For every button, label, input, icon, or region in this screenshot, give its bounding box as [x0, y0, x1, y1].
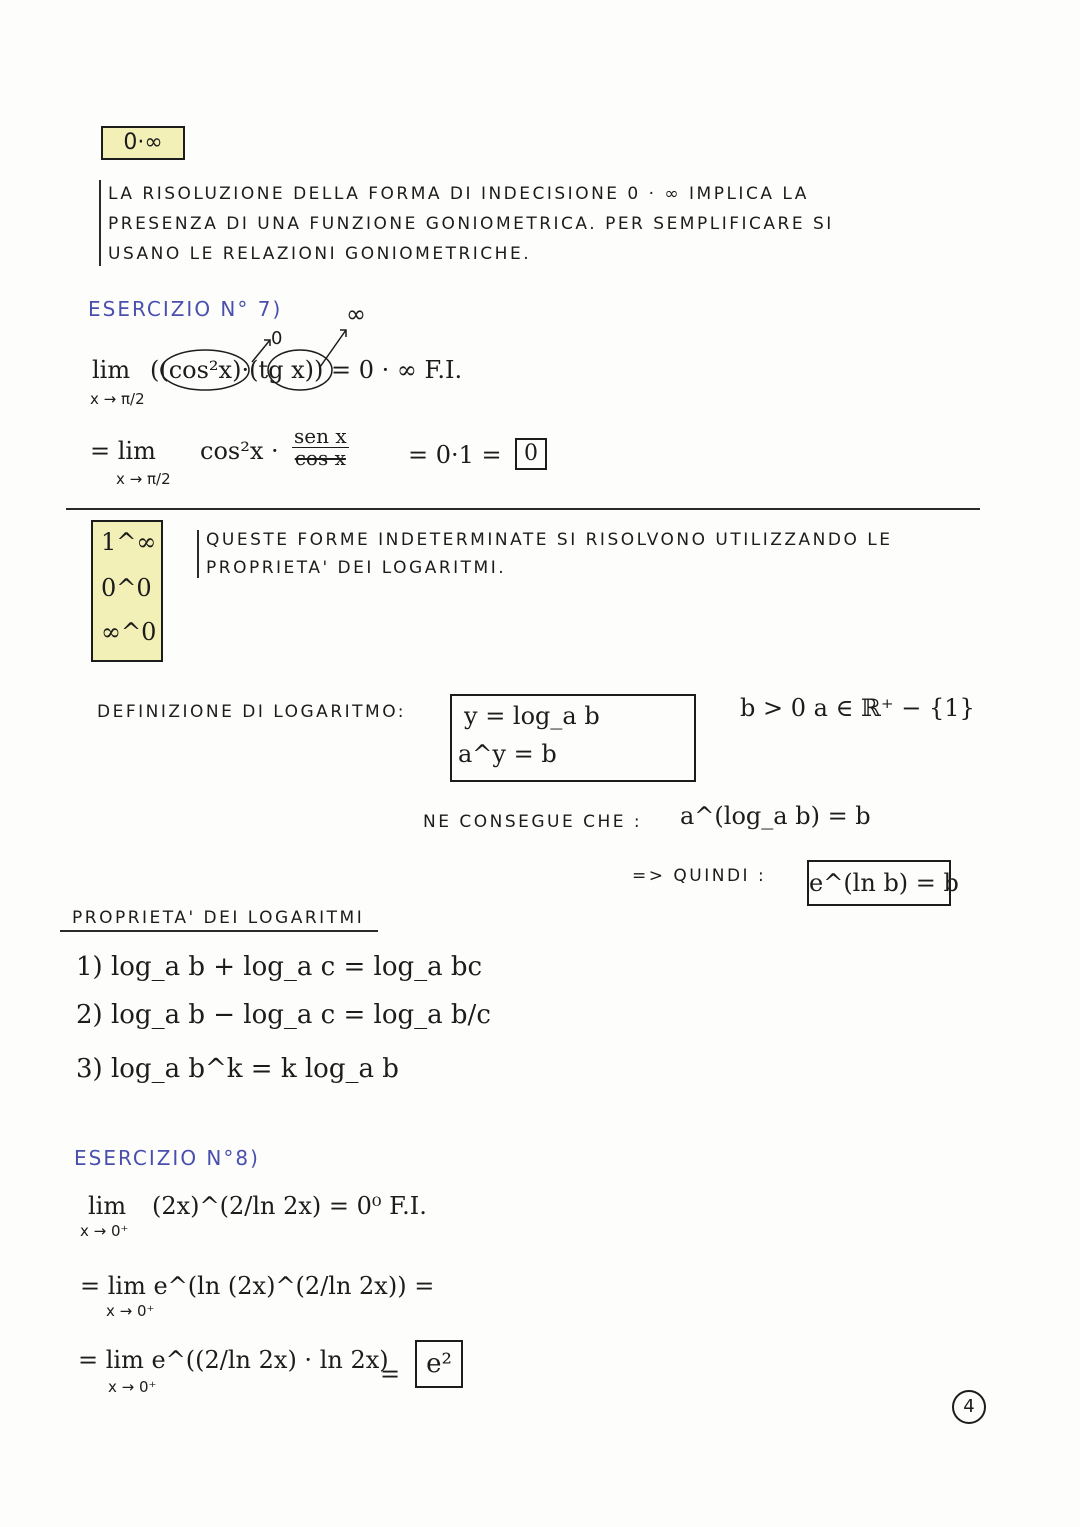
- definition-label: DEFINIZIONE DI LOGARITMO:: [97, 702, 406, 722]
- page-number: 4: [952, 1390, 986, 1424]
- definition-line-2: a^y = b: [458, 740, 557, 768]
- exercise-7-result: = 0·1 =: [408, 441, 502, 469]
- section1-text-line-3: USANO LE RELAZIONI GONIOMETRICHE.: [108, 244, 532, 264]
- definition-box: [450, 694, 696, 782]
- circle-marks: [160, 346, 350, 396]
- forms-box: [91, 520, 163, 662]
- exercise-8-lim-1: lim: [88, 1192, 127, 1220]
- exercise-8-title: ESERCIZIO N°8): [74, 1146, 260, 1170]
- property-2: 2) log_a b − log_a c = log_a b/c: [76, 1000, 491, 1030]
- exercise-8-equals: =: [380, 1360, 401, 1388]
- section1-text-line-2: PRESENZA DI UNA FUNZIONE GONIOMETRICA. PER SEMPLIFICARE SI: [108, 214, 834, 234]
- exercise-8-line-3: = lim e^((2/ln 2x) · ln 2x): [78, 1346, 389, 1374]
- fraction-denominator: cos x: [294, 446, 346, 470]
- properties-underline: [60, 930, 378, 932]
- exercise-8-lim-1-sub: x → 0⁺: [80, 1222, 129, 1240]
- quindi-label: => QUINDI :: [632, 866, 767, 886]
- properties-title: PROPRIETA' DEI LOGARITMI: [72, 908, 365, 928]
- exercise-7-lim-1-sub: x → π/2: [90, 390, 145, 408]
- exercise-7-line-1: ((cos²x)·(tg x)) = 0 · ∞ F.I.: [150, 356, 463, 384]
- annotation-infinity: ∞: [346, 300, 366, 328]
- definition-conditions: b > 0 a ∈ ℝ⁺ − {1}: [740, 694, 975, 722]
- divider: [66, 508, 980, 510]
- definition-line-1: y = log_a b: [464, 702, 600, 730]
- exercise-7-lim-2-sub: x → π/2: [116, 470, 171, 488]
- quindi-formula: e^(ln b) = b: [807, 860, 951, 906]
- section1-margin-bar: [99, 180, 101, 266]
- form-label-zero-infinity: 0·∞: [101, 126, 185, 160]
- exercise-8-lim-2-sub: x → 0⁺: [106, 1302, 155, 1320]
- annotation-zero: 0: [271, 328, 283, 349]
- consegue-formula: a^(log_a b) = b: [680, 802, 871, 830]
- property-1: 1) log_a b + log_a c = log_a bc: [76, 952, 483, 982]
- section2-margin-bar: [197, 530, 199, 578]
- fraction-numerator: sen x: [294, 424, 347, 448]
- exercise-7-fraction: [292, 426, 349, 469]
- exercise-7-line-2: cos²x ·: [200, 437, 279, 465]
- exercise-7-answer: 0: [515, 438, 547, 470]
- section1-text-line-1: LA RISOLUZIONE DELLA FORMA DI INDECISIONE 0 · ∞ IMPLICA LA: [108, 184, 809, 204]
- exercise-8-line-2: = lim e^(ln (2x)^(2/ln 2x)) =: [80, 1272, 435, 1300]
- exercise-8-answer: e²: [415, 1340, 463, 1388]
- exercise-8-lim-3-sub: x → 0⁺: [108, 1378, 157, 1396]
- form-one-infinity: 1^∞: [101, 528, 157, 556]
- property-3: 3) log_a b^k = k log_a b: [76, 1054, 399, 1084]
- exercise-8-line-1: (2x)^(2/ln 2x) = 0⁰ F.I.: [152, 1192, 427, 1220]
- form-zero-zero: 0^0: [101, 574, 152, 602]
- exercise-7-title: ESERCIZIO N° 7): [88, 297, 283, 321]
- section2-text-line-1: QUESTE FORME INDETERMINATE SI RISOLVONO UTILIZZANDO LE: [206, 530, 893, 550]
- section2-text-line-2: PROPRIETA' DEI LOGARITMI.: [206, 558, 507, 578]
- form-infinity-zero: ∞^0: [101, 618, 157, 646]
- exercise-7-lim-1: lim: [92, 356, 131, 384]
- exercise-7-lim-2: = lim: [90, 437, 156, 465]
- consegue-label: NE CONSEGUE CHE :: [423, 812, 643, 832]
